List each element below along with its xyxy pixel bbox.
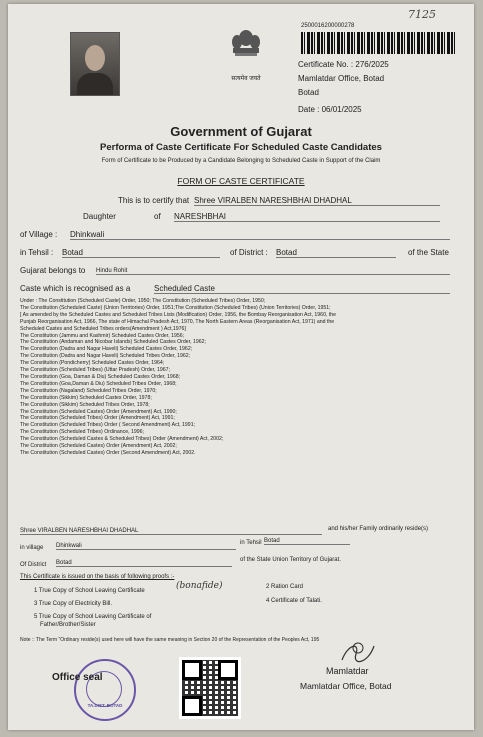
order-line: The Constitution (Scheduled Tribes) (Uttar Pradesh) Order, 1967; xyxy=(20,367,170,374)
proof-item: 3 True Copy of Electricity Bill. xyxy=(34,601,113,607)
applicant-name: Shree VIRALBEN NARESHBHAI DHADHAL xyxy=(194,196,440,206)
order-line: The Constitution (Scheduled Castes) Order (Second Amendment) Act, 2002. xyxy=(20,449,196,456)
residence-name: Shree VIRALBEN NARESHBHAI DHADHAL xyxy=(20,528,322,535)
order-line: The Constitution (Pondicherry) Scheduled Castes Order, 1964; xyxy=(20,360,165,367)
state-label: of the State xyxy=(408,248,449,257)
office-seal-stamp xyxy=(74,659,136,721)
order-line: The Constitution (Andaman and Nicobar Islands) Scheduled Castes Order, 1962; xyxy=(20,339,206,346)
order-line: Scheduled Castes and Scheduled Tribes orders(Amendment ) Act,1976] xyxy=(20,325,186,332)
orders-list xyxy=(20,298,466,457)
order-line: The Constitution (Dadra and Nagar Haveli) Scheduled Castes Order, 1962; xyxy=(20,346,193,353)
proof-item: Father/Brother/Sister xyxy=(40,622,96,628)
of-label: of xyxy=(154,212,161,221)
residence-tehsil: Botad xyxy=(264,538,350,545)
belongs-label: Gujarat belongs to xyxy=(20,266,86,275)
caste-category: Scheduled Caste xyxy=(154,284,450,294)
state-emblem-icon xyxy=(226,28,266,78)
residence-village: Dhinkwali xyxy=(56,543,236,550)
barcode-number: 2500016200000278 xyxy=(301,23,355,29)
caste-name: Hindu Rohit xyxy=(96,268,450,275)
office-line-2: Botad xyxy=(298,88,319,97)
handwritten-serial: 7125 xyxy=(408,8,436,21)
order-line: The Constitution (Goa,Daman & Diu) Scheduled Tribes Order, 1968; xyxy=(20,380,177,387)
tehsil-value: Botad xyxy=(62,248,220,258)
order-line: The Constitution (Scheduled Tribes) Ordinance, 1996; xyxy=(20,429,144,436)
village-label: of Village : xyxy=(20,230,58,239)
office-seal-label: Office seal xyxy=(52,672,103,683)
residence-district: Botad xyxy=(56,560,232,567)
barcode xyxy=(301,32,457,54)
emblem-caption: सत्यमेव जयते xyxy=(231,76,261,82)
residence-tehsil-label: in Tehsil xyxy=(240,540,262,546)
order-line: The Constitution (Jammu and Kashmir) Scheduled Castes Order, 1956; xyxy=(20,332,185,339)
order-line: Under : The Constitution (Scheduled Caste) Order, 1950; The Constitution (Scheduled Tribes) Order, 1950; xyxy=(20,298,266,304)
district-value: Botad xyxy=(276,248,396,258)
parent-name: NARESHBHAI xyxy=(174,212,440,222)
applicant-photo xyxy=(70,32,120,96)
seal-text: TA.DIST. BOTAD xyxy=(87,703,123,708)
order-line: The Constitution (Scheduled Castes & Scheduled Tribes) Order (Amendment) Act, 2002; xyxy=(20,436,224,443)
relation: Daughter xyxy=(83,212,116,221)
proof-item-right: 4 Certificate of Talati. xyxy=(266,598,322,604)
performa-title: Performa of Caste Certificate For Scheduled Caste Candidates xyxy=(100,142,382,153)
order-line: [ As amended by the Scheduled Castes and Scheduled Tribes Lists (Modification) Order, 1956, the Bombay Reorganisation Act, 1960, the xyxy=(20,311,337,318)
form-heading: FORM OF CASTE CERTIFICATE xyxy=(177,176,305,186)
district-label: of District : xyxy=(230,248,268,257)
order-line: The Constitution (Goa, Daman & Diu) Scheduled Castes Order, 1968; xyxy=(20,373,181,380)
order-line: The Constitution (Scheduled Tribes) Order ( Second Amendment) Act, 1991; xyxy=(20,422,196,429)
issue-date: 06/01/2025 xyxy=(321,105,362,114)
office-line-1: Mamlatdar Office, Botad xyxy=(298,74,385,83)
tehsil-label: in Tehsil : xyxy=(20,248,54,257)
order-line: Punjab Reorganisation Act, 1966, The state of Himachal Pradesh Act, 1970, The North Eastern Areas (Reorganisation Act, 1971) and the xyxy=(20,318,335,325)
certificate-page xyxy=(8,4,474,730)
order-line: The Constitution (Scheduled Castes) Order (Amendment) Act, 1990; xyxy=(20,408,177,415)
proof-item-right: 2 Ration Card xyxy=(266,584,304,590)
form-note: Form of Certificate to be Produced by a Candidate Belonging to Scheduled Caste in Support of the Claim xyxy=(101,158,381,164)
proof-item: 1 True Copy of School Leaving Certificate xyxy=(34,588,145,594)
order-line: The Constitution (Nagaland) Scheduled Tribes Order, 1970; xyxy=(20,387,157,394)
order-line: The Constitution (Scheduled Tribes) Order (Amendment) Act, 1991; xyxy=(20,415,175,422)
date-label: Date : xyxy=(298,105,320,114)
order-line: The Constitution (Dadra and Nagar Haveli) Scheduled Tribes Order, 1962; xyxy=(20,353,191,360)
government-title: Government of Gujarat xyxy=(170,124,312,139)
handwritten-note: (bonafide) xyxy=(176,581,223,591)
order-line: The Constitution (Scheduled Castes) Order (Amendment) Act, 2002; xyxy=(20,443,177,450)
residence-district-label: Of District xyxy=(20,562,47,568)
proof-item: 5 True Copy of School Leaving Certificate of xyxy=(34,614,152,620)
certificate-no-label: Certificate No. : xyxy=(298,60,354,69)
certificate-no: 276/2025 xyxy=(355,60,389,69)
order-line: The Constitution (Scheduled Caste) (Union Territories) Order, 1951;The Constitution (Scheduled Tribes) (Union Territories) Order, 1951; xyxy=(20,304,331,311)
signatory-office: Mamlatdar Office, Botad xyxy=(300,681,392,691)
residence-family-note: and his/her Family ordinarily reside(s) xyxy=(328,526,429,532)
residence-note: Note :: The Term "Ordinary reside(s) used here will have the same meaning in Section 20 of the Representation of the Peoples Act, 195 xyxy=(20,637,320,643)
residence-state-note: of the State Union Territory of Gujarat. xyxy=(240,557,341,563)
village-value: Dhinkwali xyxy=(70,230,450,240)
order-line: The Constitution (Sikkim) Scheduled Castes Order, 1978; xyxy=(20,394,152,401)
signatory-title: Mamlatdar xyxy=(326,666,369,676)
recognised-label: Caste which is recognised as a xyxy=(20,284,131,293)
signature-icon xyxy=(338,640,378,666)
residence-village-label: in village xyxy=(20,545,44,551)
certify-label: This is to certify that xyxy=(118,196,190,205)
qr-code-icon xyxy=(179,657,241,719)
order-line: The Constitution (Sikkim) Scheduled Tribes Order, 1978; xyxy=(20,401,150,408)
proofs-heading: This Certificate is issued on the basis of following proofs :- xyxy=(20,574,175,580)
